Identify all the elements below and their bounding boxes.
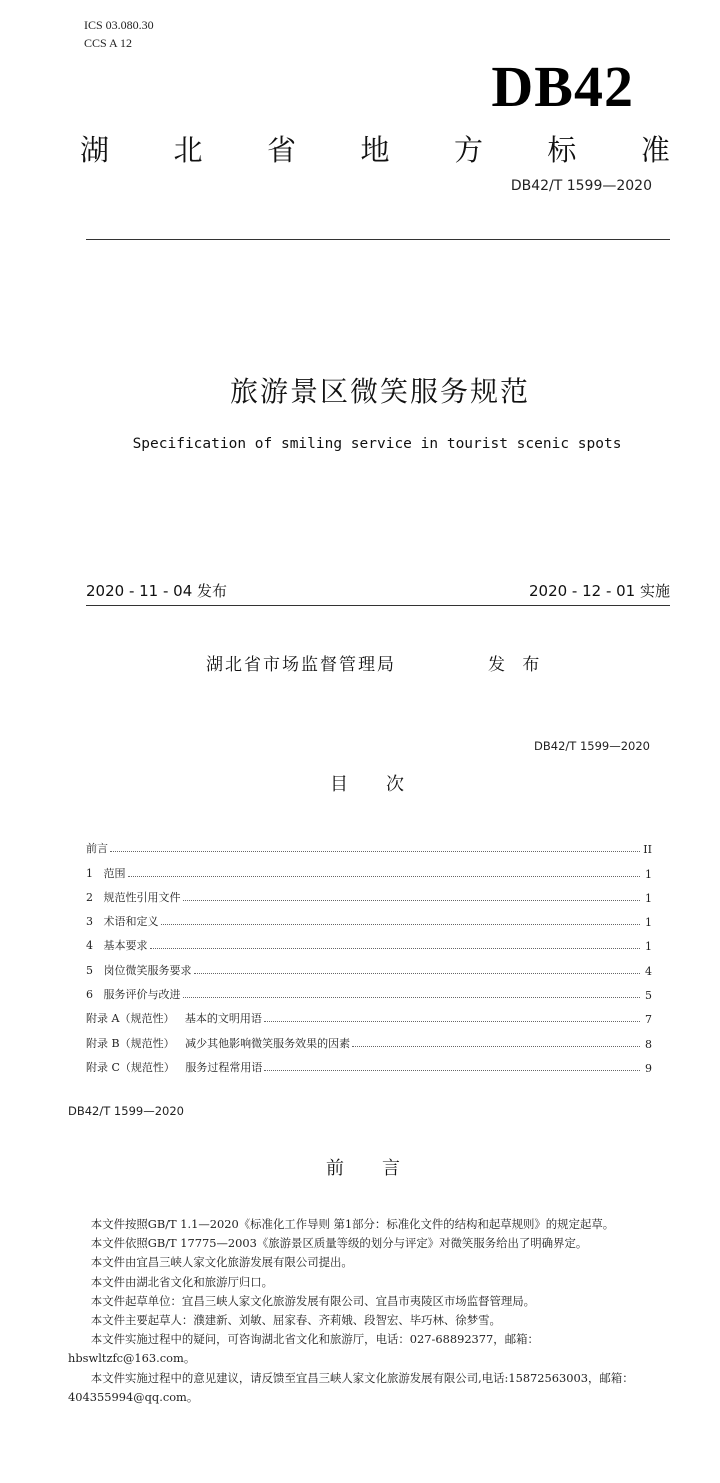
toc-entry-page: 5	[645, 989, 652, 1003]
toc-entry[interactable]	[86, 1002, 652, 1026]
toc-entry-page: 1	[645, 940, 652, 954]
toc-entry[interactable]	[86, 953, 652, 977]
toc-entry-label: 附录 C（规范性） 服务过程常用语	[86, 1060, 263, 1074]
toc-entry-label: 前言	[86, 842, 108, 856]
toc-leader-dots	[128, 876, 641, 877]
publish-date: 2020 - 11 - 04 发布	[86, 582, 228, 600]
toc-entry-page: 9	[645, 1061, 652, 1075]
toc-leader-dots	[150, 948, 641, 949]
toc-leader-dots	[183, 900, 641, 901]
toc-entry[interactable]	[86, 1026, 652, 1050]
province-standard-heading	[80, 128, 670, 172]
toc-entry[interactable]	[86, 929, 652, 953]
foreword-paragraph: 本文件由湖北省文化和旅游厅归口。	[90, 1274, 274, 1289]
toc-entry[interactable]	[86, 1051, 652, 1075]
foreword-heading: 前言	[326, 1158, 438, 1179]
toc-entry-label: 6 服务评价与改进	[86, 988, 181, 1002]
foreword-paragraph: 本文件依照GB/T 17775—2003《旅游景区质量等级的划分与评定》对微笑服务给出了明确界定。	[90, 1236, 588, 1251]
toc-heading: 目次	[330, 774, 442, 795]
toc-leader-dots	[352, 1046, 640, 1047]
header-divider	[86, 239, 670, 240]
document-title-cn: 旅游景区微笑服务规范	[229, 375, 530, 408]
foreword-paragraph: 本文件实施过程中的意见建议，请反馈至宜昌三峡人家文化旅游发展有限公司,电话:15872563003，邮箱：404355994@qq.com。	[68, 1370, 634, 1404]
toc-entry-page: 8	[645, 1037, 652, 1051]
toc-entry-label: 4 基本要求	[86, 939, 148, 953]
toc-entry-page: 1	[645, 867, 652, 881]
province-standard-char: 北	[173, 133, 203, 167]
table-of-contents	[86, 832, 652, 1075]
foreword-page-standard-number: DB42/T 1599—2020	[68, 1104, 184, 1118]
foreword-body	[68, 1215, 648, 1407]
toc-entry[interactable]	[86, 905, 652, 929]
issuing-authority: 湖北省市场监督管理局	[206, 655, 396, 675]
province-standard-char: 标	[547, 133, 577, 167]
toc-entry-label: 5 岗位微笑服务要求	[86, 963, 192, 977]
toc-entry-page: 4	[645, 964, 652, 978]
toc-leader-dots	[264, 1021, 640, 1022]
foreword-paragraph: 本文件实施过程中的疑问，可咨询湖北省文化和旅游厅，电话：027-68892377，邮箱：hbswltzfc@163.com。	[68, 1332, 539, 1366]
implement-date: 2020 - 12 - 01 实施	[528, 582, 670, 600]
toc-entry-label: 3 术语和定义	[86, 915, 159, 929]
toc-entry[interactable]	[86, 856, 652, 880]
toc-entry[interactable]	[86, 978, 652, 1002]
toc-entry-label: 附录 A（规范性） 基本的文明用语	[86, 1012, 262, 1026]
toc-entry[interactable]	[86, 881, 652, 905]
toc-entry-label: 2 规范性引用文件	[86, 890, 181, 904]
toc-entry[interactable]	[86, 832, 652, 856]
province-standard-char: 湖	[80, 133, 110, 167]
date-divider	[86, 605, 670, 606]
foreword-paragraph: 本文件主要起草人：濮建新、刘敏、屈家春、齐莉娥、段智宏、毕巧林、徐梦雪。	[90, 1313, 501, 1328]
ccs-code: CCS A 12	[84, 36, 133, 50]
toc-leader-dots	[110, 851, 640, 852]
ics-ccs-codes	[84, 16, 154, 52]
foreword-paragraph: 本文件由宜昌三峡人家文化旅游发展有限公司提出。	[90, 1255, 353, 1270]
province-standard-char: 省	[266, 133, 296, 167]
toc-entry-page: 1	[645, 891, 652, 905]
foreword-paragraph: 本文件起草单位：宜昌三峡人家文化旅游发展有限公司、宜昌市夷陵区市场监督管理局。	[90, 1293, 536, 1308]
standard-logo: DB42	[491, 54, 634, 119]
toc-page-standard-number: DB42/T 1599—2020	[534, 739, 650, 753]
toc-entry-label: 1 范围	[86, 866, 126, 880]
issue-label: 发 布	[488, 655, 546, 675]
ics-code: ICS 03.080.30	[84, 18, 154, 32]
toc-entry-label: 附录 B（规范性） 减少其他影响微笑服务效果的因素	[86, 1036, 351, 1050]
document-title-en: Specification of smiling service in tourist scenic spots	[132, 436, 622, 452]
toc-leader-dots	[194, 973, 641, 974]
toc-entry-page: 1	[645, 916, 652, 930]
toc-entry-page: II	[643, 843, 652, 857]
province-standard-char: 地	[360, 133, 390, 167]
toc-leader-dots	[183, 997, 641, 998]
province-standard-char: 准	[640, 133, 670, 167]
foreword-paragraph: 本文件按照GB/T 1.1—2020《标准化工作导则 第1部分：标准化文件的结构和起草规则》的规定起草。	[90, 1217, 615, 1231]
toc-leader-dots	[161, 924, 641, 925]
toc-leader-dots	[264, 1070, 640, 1071]
toc-entry-page: 7	[645, 1013, 652, 1027]
province-standard-char: 方	[453, 133, 483, 167]
standard-number: DB42/T 1599—2020	[510, 178, 652, 194]
